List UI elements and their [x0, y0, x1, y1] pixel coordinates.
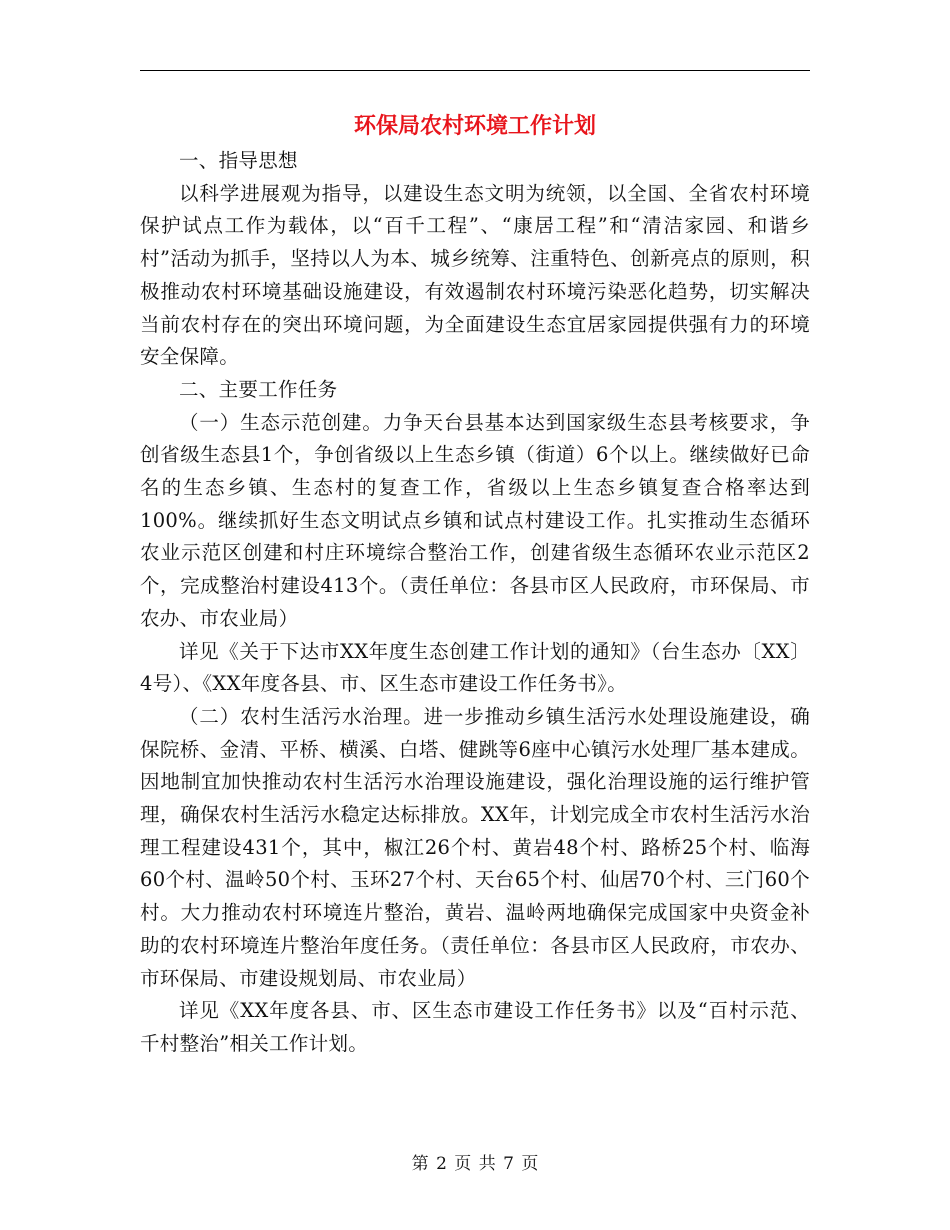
paragraph-sewage-treatment: （二）农村生活污水治理。进一步推动乡镇生活污水处理设施建设，确保院桥、金清、平桥、横溪、白塔、健跳等6座中心镇污水处理厂基本建成。因地制宜加快推动农村生活污水治理设施建设，强化治理设施的运行维护管理，确保农村生活污水稳定达标排放。XX年，计划完成全市农村生活污水治理工程建设431个，其中，椒江26个村、黄岩48个村、路桥25个村、临海60个村、温岭50个村、玉环27个村、天台65个村、仙居70个村、三门60个村。大力推动农村环境连片整治，黄岩、温岭两地确保完成国家中央资金补助的农村环境连片整治年度任务。（责任单位：各县市区人民政府，市农办、市环保局、市建设规划局、市农业局） [140, 704, 810, 990]
paragraph-eco-demonstration: （一）生态示范创建。力争天台县基本达到国家级生态县考核要求，争创省级生态县1个，争创省级以上生态乡镇（街道）6个以上。继续做好已命名的生态乡镇、生态村的复查工作，省级以上生态乡镇复查合格率达到100%。继续抓好生态文明试点乡镇和试点村建设工作。扎实推动生态循环农业示范区创建和村庄环境综合整治工作，创建省级生态循环农业示范区2个，完成整治村建设413个。（责任单位：各县市区人民政府，市环保局、市农办、市农业局） [140, 410, 810, 630]
page-footer: 第 2 页 共 7 页 [411, 1154, 539, 1174]
paragraph-sewage-reference: 详见《XX年度各县、市、区生态市建设工作任务书》以及“百村示范、千村整治”相关工作计划。 [140, 999, 810, 1055]
header-rule [140, 70, 810, 71]
section-heading-guiding-thought: 一、指导思想 [179, 149, 298, 172]
document-body [140, 145, 810, 1061]
document-title: 环保局农村环境工作计划 [353, 113, 596, 139]
section-heading-main-tasks: 二、主要工作任务 [179, 377, 338, 401]
paragraph-guiding-thought: 以科学进展观为指导，以建设生态文明为统领，以全国、全省农村环境保护试点工作为载体，以“百千工程”、“康居工程”和“清洁家园、和谐乡村”活动为抓手，坚持以人为本、城乡统筹、注重特色、创新亮点的原则，积极推动农村环境基础设施建设，有效遏制农村环境污染恶化趋势，切实解决当前农村存在的突出环境问题，为全面建设生态宜居家园提供强有力的环境安全保障。 [140, 181, 810, 369]
paragraph-eco-reference: 详见《关于下达市XX年度生态创建工作计划的通知》（台生态办〔XX〕4号）、《XX年度各县、市、区生态市建设工作任务书》。 [140, 639, 810, 696]
